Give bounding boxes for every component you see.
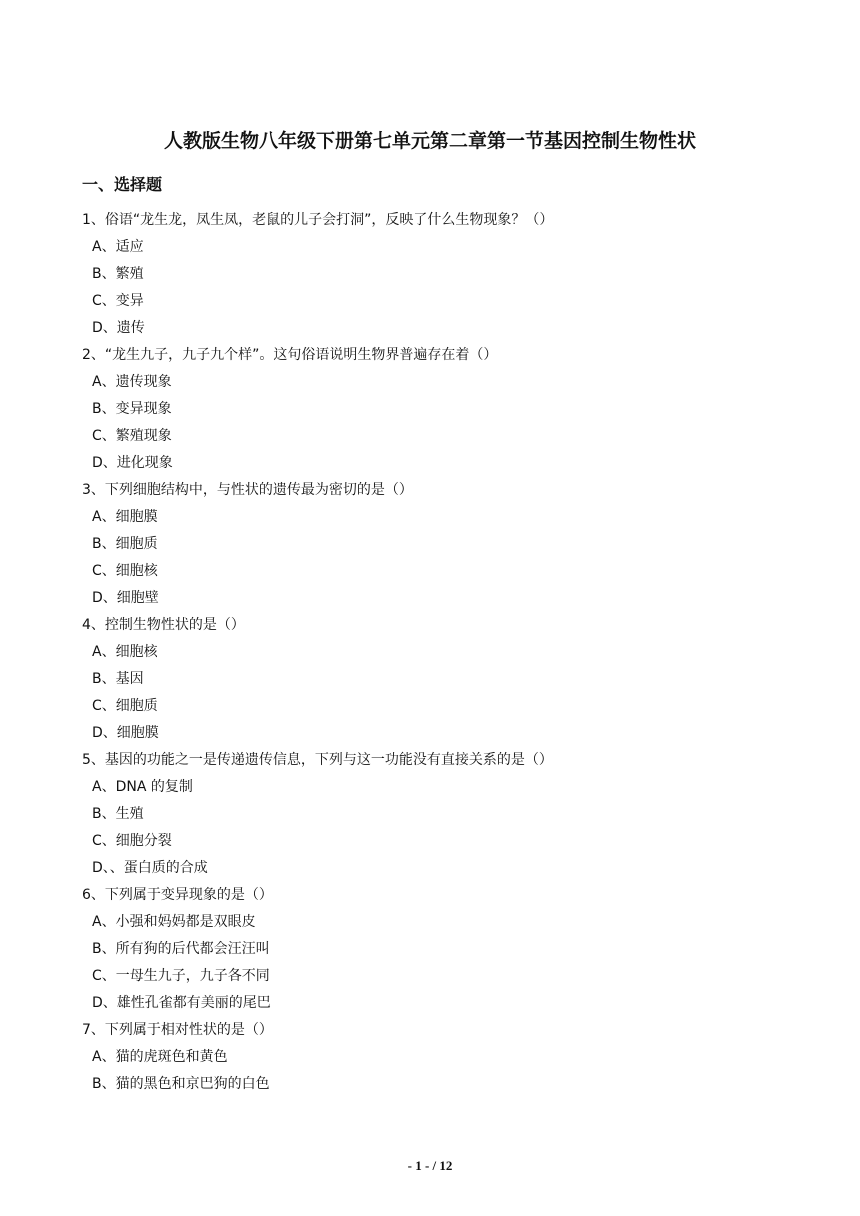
answer-option: C、细胞质 [92, 698, 158, 714]
answer-option: A、遗传现象 [92, 374, 172, 390]
question-item [82, 1017, 802, 1098]
answer-option: B、所有狗的后代都会汪汪叫 [92, 941, 270, 957]
answer-option: D、进化现象 [92, 455, 173, 471]
answer-option: C、细胞核 [92, 563, 158, 579]
question-stem: 3、下列细胞结构中，与性状的遗传最为密切的是（） [82, 482, 413, 498]
answer-option: D、雄性孔雀都有美丽的尾巴 [92, 995, 271, 1011]
question-stem: 5、基因的功能之一是传递遗传信息，下列与这一功能没有直接关系的是（） [82, 752, 553, 768]
section-heading: 一、选择题 [82, 175, 163, 194]
question-stem: 1、俗语“龙生龙，凤生凤，老鼠的儿子会打洞”，反映了什么生物现象？（） [82, 212, 554, 228]
answer-option: B、基因 [92, 671, 144, 687]
answer-option: C、变异 [92, 293, 144, 309]
answer-option: D、细胞膜 [92, 725, 159, 741]
question-stem: 2、“龙生九子，九子九个样”。这句俗语说明生物界普遍存在着（） [82, 347, 498, 363]
answer-option: B、细胞质 [92, 536, 158, 552]
answer-option: A、DNA 的复制 [92, 779, 193, 795]
answer-option: B、繁殖 [92, 266, 144, 282]
answer-option: C、细胞分裂 [92, 833, 172, 849]
question-item [82, 207, 802, 342]
question-stem: 6、下列属于变异现象的是（） [82, 887, 273, 903]
answer-option: D、遗传 [92, 320, 145, 336]
answer-option: A、细胞核 [92, 644, 158, 660]
page-number: - 1 - / 12 [407, 1158, 453, 1173]
question-stem: 4、控制生物性状的是（） [82, 617, 245, 633]
answer-option: B、变异现象 [92, 401, 172, 417]
answer-option: C、繁殖现象 [92, 428, 172, 444]
answer-option: D、、蛋白质的合成 [92, 860, 208, 876]
question-list [82, 207, 802, 1098]
question-item [82, 747, 802, 882]
answer-option: D、细胞壁 [92, 590, 159, 606]
answer-option: B、生殖 [92, 806, 144, 822]
answer-option: B、猫的黑色和京巴狗的白色 [92, 1076, 270, 1092]
question-stem: 7、下列属于相对性状的是（） [82, 1022, 273, 1038]
question-item [82, 342, 802, 477]
answer-option: A、猫的虎斑色和黄色 [92, 1049, 228, 1065]
answer-option: A、细胞膜 [92, 509, 158, 525]
question-item [82, 477, 802, 612]
question-item [82, 612, 802, 747]
answer-option: A、适应 [92, 239, 144, 255]
question-item [82, 882, 802, 1017]
document-title: 人教版生物八年级下册第七单元第二章第一节基因控制生物性状 [163, 130, 696, 152]
answer-option: C、一母生九子，九子各不同 [92, 968, 270, 984]
answer-option: A、小强和妈妈都是双眼皮 [92, 914, 256, 930]
